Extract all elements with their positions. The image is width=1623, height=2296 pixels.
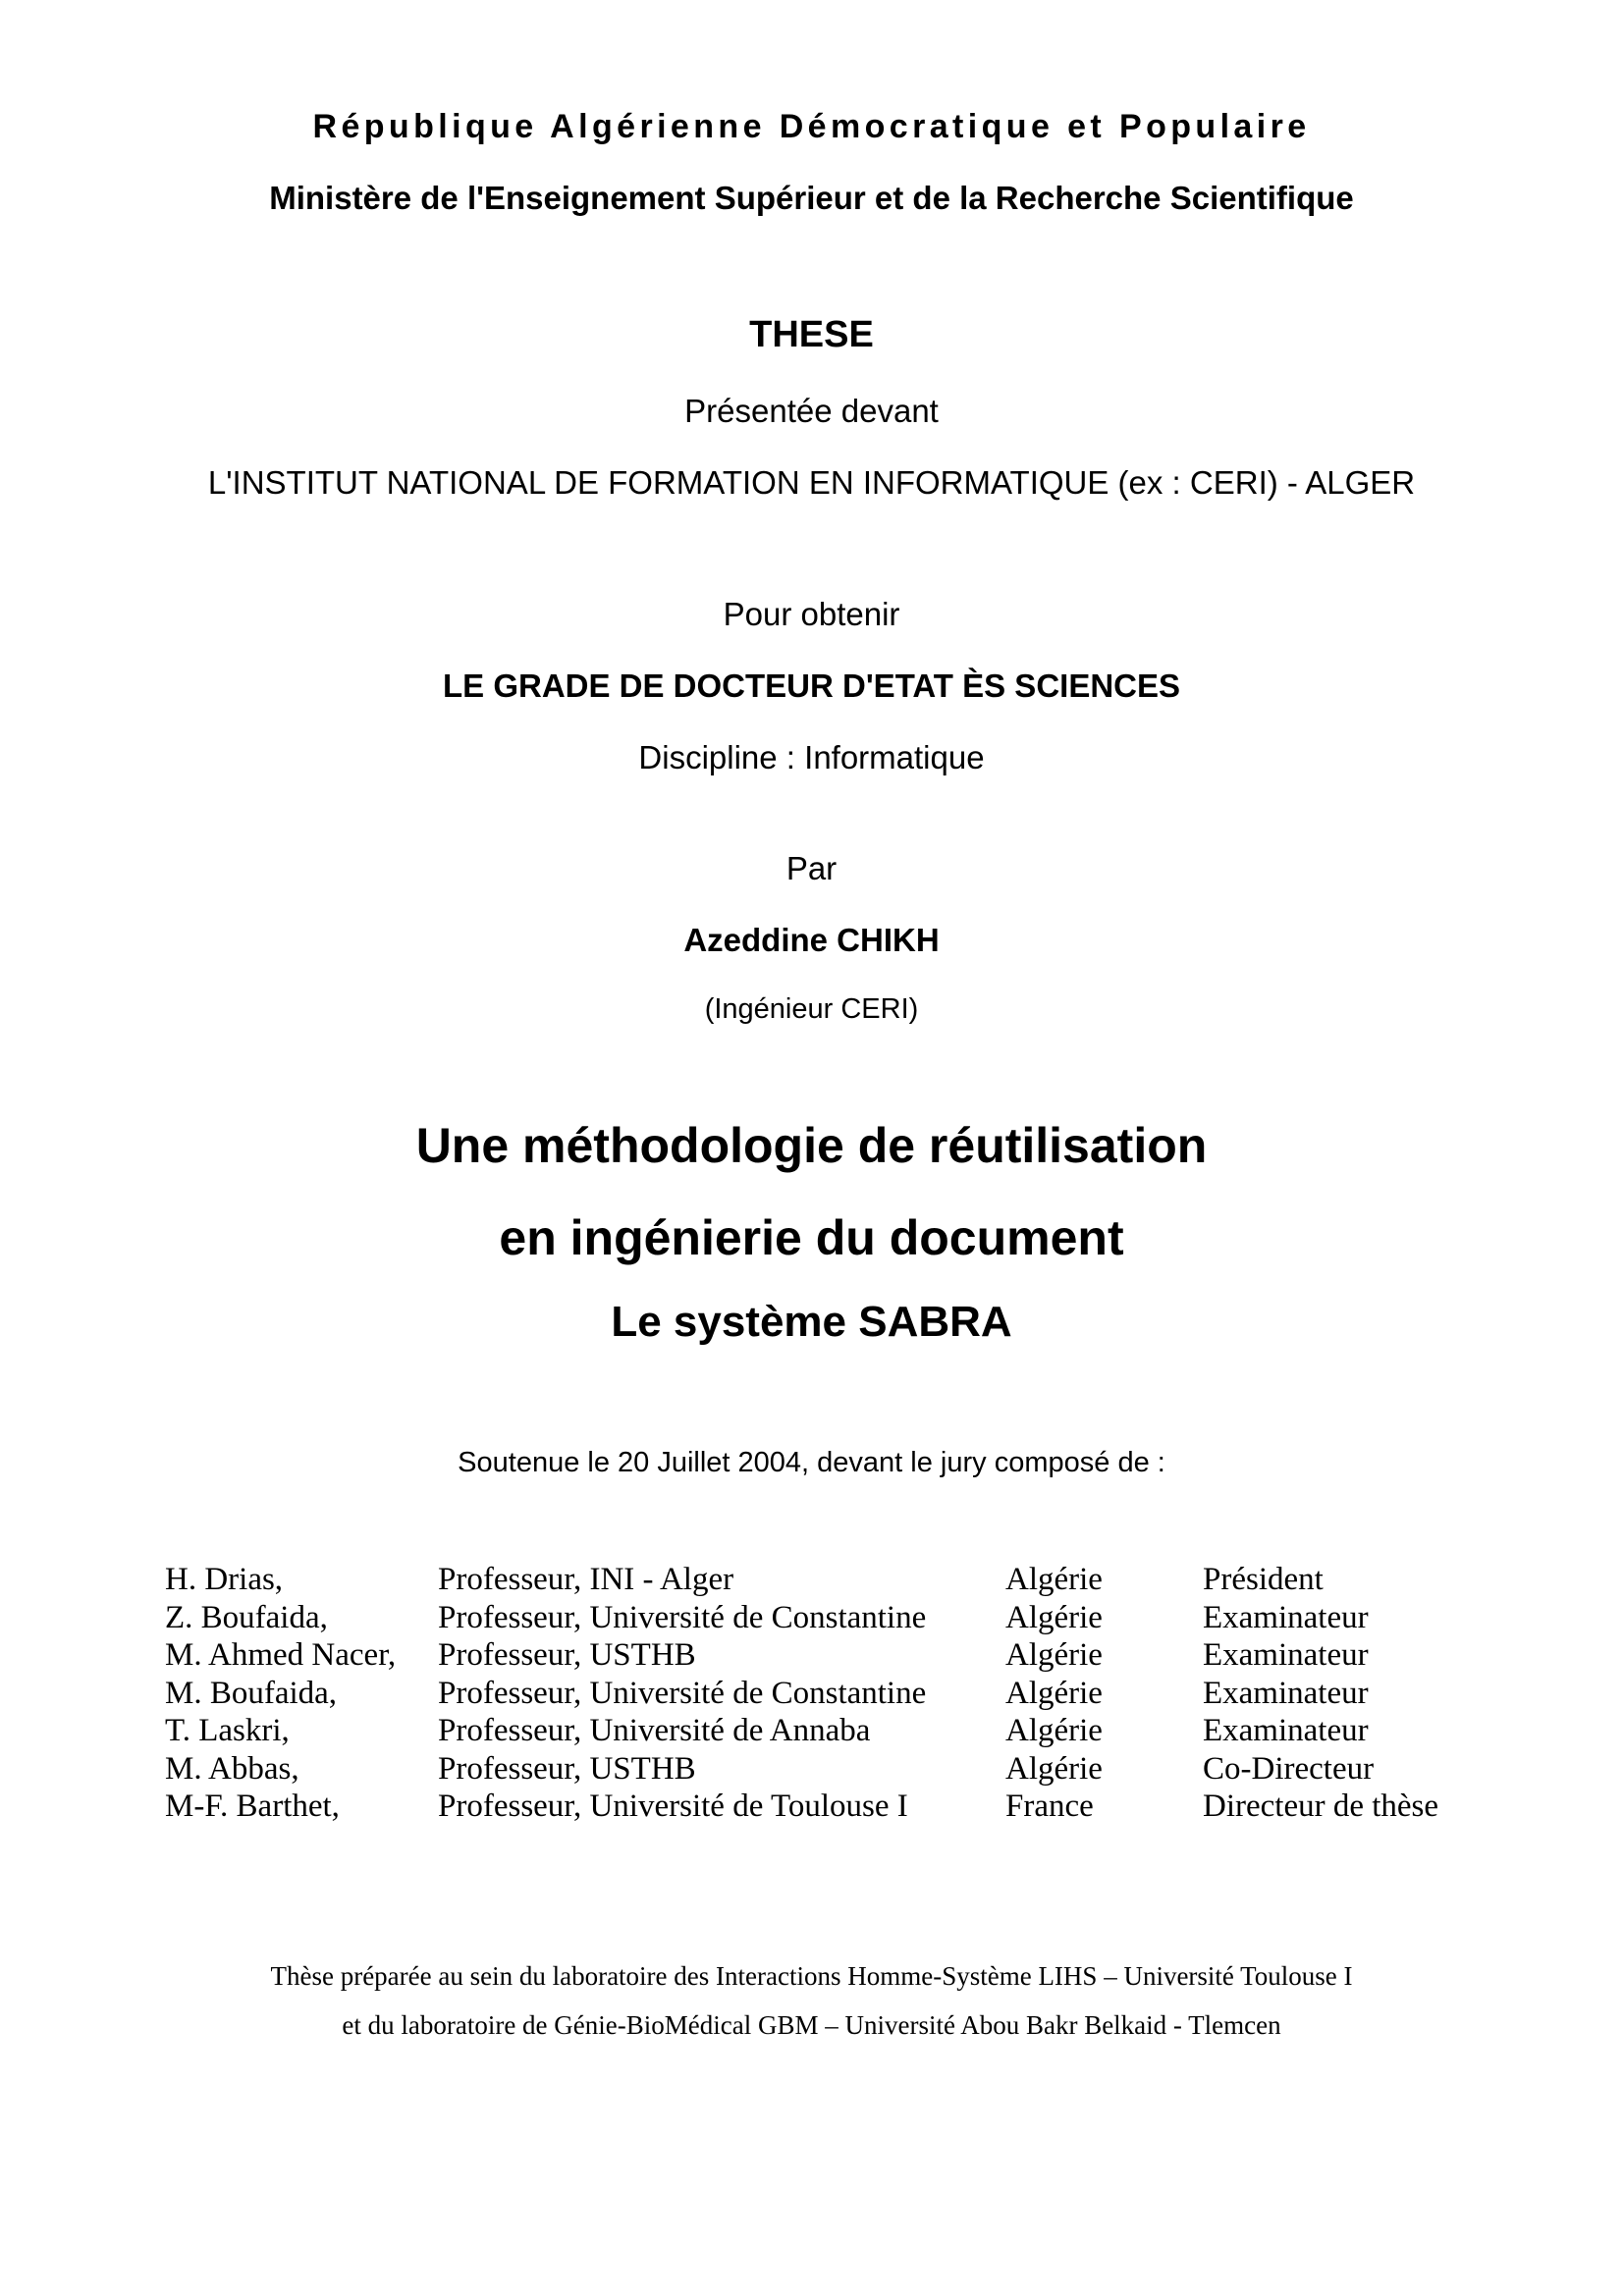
thesis-subtitle: Le système SABRA — [611, 1298, 1012, 1346]
jury-affiliation: Professeur, USTHB — [438, 1750, 696, 1787]
jury-affiliation: Professeur, Université de Constantine — [438, 1675, 927, 1711]
republic-heading: République Algérienne Démocratique et Populaire — [312, 108, 1311, 145]
jury-list — [165, 1561, 1471, 1826]
jury-name: M. Boufaida, — [165, 1675, 338, 1711]
author-role: (Ingénieur CERI) — [704, 993, 919, 1025]
jury-row — [165, 1750, 1471, 1789]
jury-country: Algérie — [1005, 1637, 1103, 1673]
thesis-title-line-2: en ingénierie du document — [499, 1210, 1124, 1265]
jury-row — [165, 1636, 1471, 1675]
these-label: THESE — [749, 314, 874, 355]
jury-row — [165, 1788, 1471, 1826]
jury-country: France — [1005, 1789, 1094, 1824]
jury-row — [165, 1599, 1471, 1637]
jury-country: Algérie — [1005, 1713, 1103, 1748]
jury-role: Examinateur — [1203, 1599, 1369, 1635]
jury-name: M. Abbas, — [165, 1750, 299, 1787]
jury-name: M. Ahmed Nacer, — [165, 1637, 397, 1673]
defense-statement: Soutenue le 20 Juillet 2004, devant le jury composé de : — [458, 1447, 1165, 1478]
jury-row — [165, 1712, 1471, 1750]
jury-role: Examinateur — [1203, 1637, 1369, 1673]
par-label: Par — [785, 850, 838, 886]
jury-affiliation: Professeur, Université de Toulouse I — [438, 1789, 908, 1824]
jury-affiliation: Professeur, Université de Constantine — [438, 1599, 927, 1635]
jury-role: Examinateur — [1203, 1713, 1369, 1748]
lab-statement-line-1: Thèse préparée au sein du laboratoire des Interactions Homme-Système LIHS – Université Toulouse I — [270, 1961, 1353, 1991]
jury-name: M-F. Barthet, — [165, 1789, 340, 1824]
jury-role: Président — [1203, 1562, 1324, 1597]
jury-row — [165, 1675, 1471, 1713]
jury-role: Examinateur — [1203, 1675, 1369, 1711]
jury-row — [165, 1561, 1471, 1599]
jury-country: Algérie — [1005, 1562, 1103, 1597]
thesis-title-line-1: Une méthodologie de réutilisation — [415, 1118, 1208, 1173]
jury-name: Z. Boufaida, — [165, 1599, 328, 1635]
jury-name: T. Laskri, — [165, 1713, 290, 1748]
presentee-devant: Présentée devant — [684, 393, 939, 429]
ministry-heading: Ministère de l'Enseignement Supérieur et de la Recherche Scientifique — [269, 180, 1354, 216]
pour-obtenir: Pour obtenir — [723, 596, 900, 632]
jury-country: Algérie — [1005, 1675, 1103, 1711]
discipline: Discipline : Informatique — [638, 739, 985, 775]
jury-affiliation: Professeur, INI - Alger — [438, 1562, 734, 1597]
jury-country: Algérie — [1005, 1599, 1103, 1635]
jury-role: Directeur de thèse — [1203, 1789, 1439, 1824]
jury-role: Co-Directeur — [1203, 1750, 1375, 1787]
jury-country: Algérie — [1005, 1750, 1103, 1787]
lab-statement-line-2: et du laboratoire de Génie-BioMédical GBM – Université Abou Bakr Belkaid - Tlemcen — [342, 2010, 1281, 2040]
jury-affiliation: Professeur, Université de Annaba — [438, 1713, 871, 1748]
jury-name: H. Drias, — [165, 1562, 284, 1597]
degree-grade: LE GRADE DE DOCTEUR D'ETAT ÈS SCIENCES — [442, 667, 1181, 704]
author-name: Azeddine CHIKH — [683, 922, 940, 958]
jury-affiliation: Professeur, USTHB — [438, 1637, 696, 1673]
institution-name: L'INSTITUT NATIONAL DE FORMATION EN INFORMATIQUE (ex : CERI) - ALGER — [207, 464, 1416, 501]
